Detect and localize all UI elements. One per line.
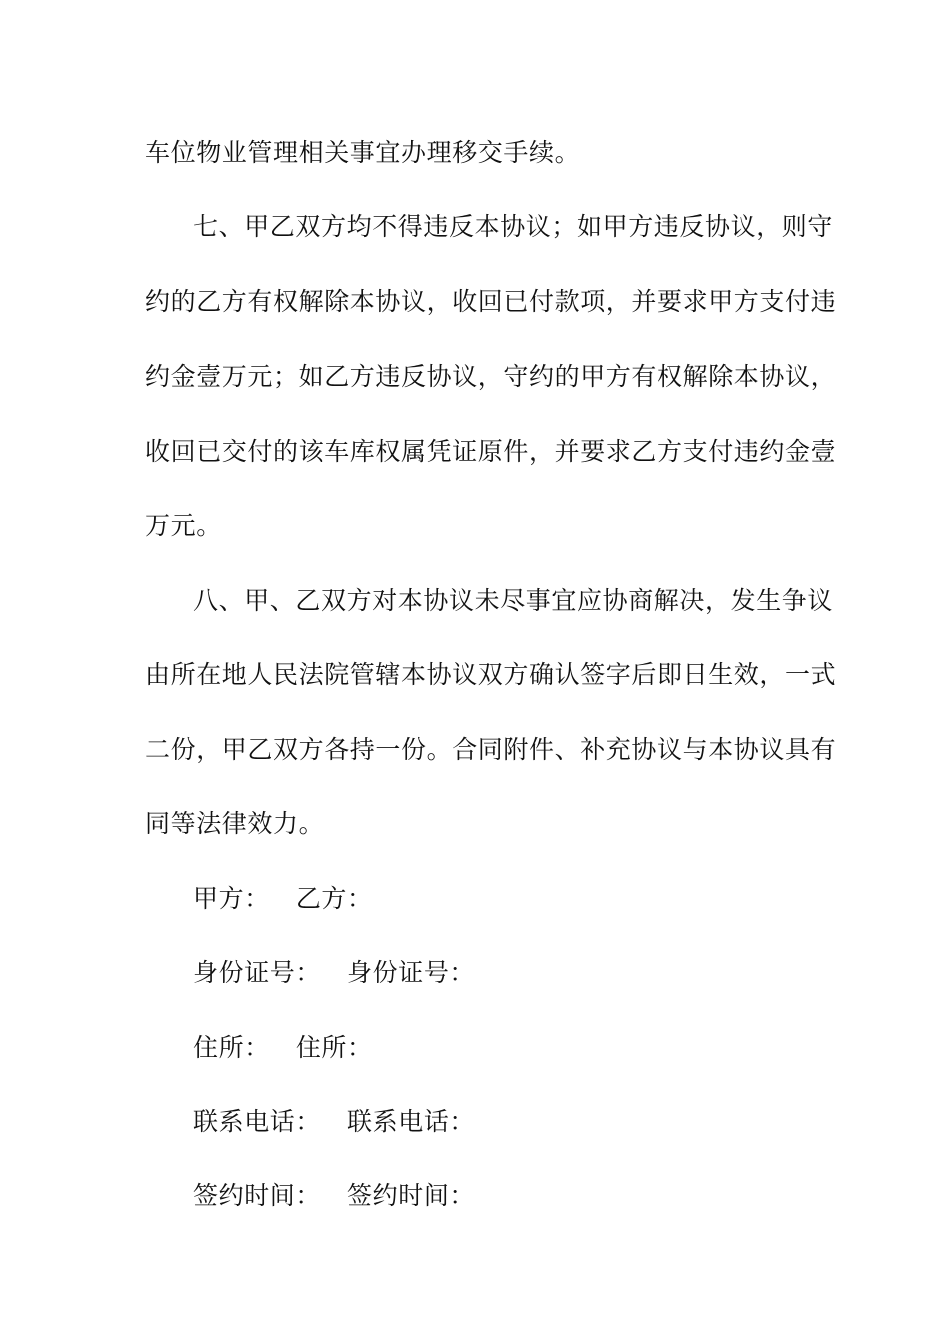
id-a-label: 身份证号： xyxy=(193,958,322,987)
paragraph-line: 万元。 xyxy=(145,511,222,540)
paragraph-line: 约金壹万元；如乙方违反协议，守约的甲方有权解除本协议， xyxy=(145,362,837,391)
paragraph-line: 约的乙方有权解除本协议，收回已付款项，并要求甲方支付违 xyxy=(145,287,837,316)
phone-a-label: 联系电话： xyxy=(193,1107,322,1136)
paragraph-line: 由所在地人民法院管辖本协议双方确认签字后即日生效，一式 xyxy=(145,660,837,689)
address-b-label: 住所： xyxy=(295,1033,373,1062)
paragraph-line: 收回已交付的该车库权属凭证原件，并要求乙方支付违约金壹 xyxy=(145,437,837,466)
address-a-label: 住所： xyxy=(193,1033,270,1062)
paragraph-line: 车位物业管理相关事宜办理移交手续。 xyxy=(145,138,581,167)
paragraph-line: 七、甲乙双方均不得违反本协议；如甲方违反协议，则守 xyxy=(193,212,834,241)
signature-row-id xyxy=(193,957,475,989)
id-b-label: 身份证号： xyxy=(347,958,476,987)
date-a-label: 签约时间： xyxy=(193,1181,322,1210)
party-b-label: 乙方： xyxy=(295,884,373,913)
signature-row-address xyxy=(193,1032,373,1064)
signature-row-party xyxy=(193,883,373,915)
signature-row-phone xyxy=(193,1106,475,1138)
party-a-label: 甲方： xyxy=(193,884,270,913)
paragraph-line: 八、甲、乙双方对本协议未尽事宜应协商解决，发生争议 xyxy=(193,586,834,615)
paragraph-line: 同等法律效力。 xyxy=(145,809,325,838)
signature-row-date xyxy=(193,1180,475,1212)
date-b-label: 签约时间： xyxy=(347,1181,476,1210)
phone-b-label: 联系电话： xyxy=(347,1107,476,1136)
paragraph-line: 二份，甲乙双方各持一份。合同附件、补充协议与本协议具有 xyxy=(145,735,837,764)
